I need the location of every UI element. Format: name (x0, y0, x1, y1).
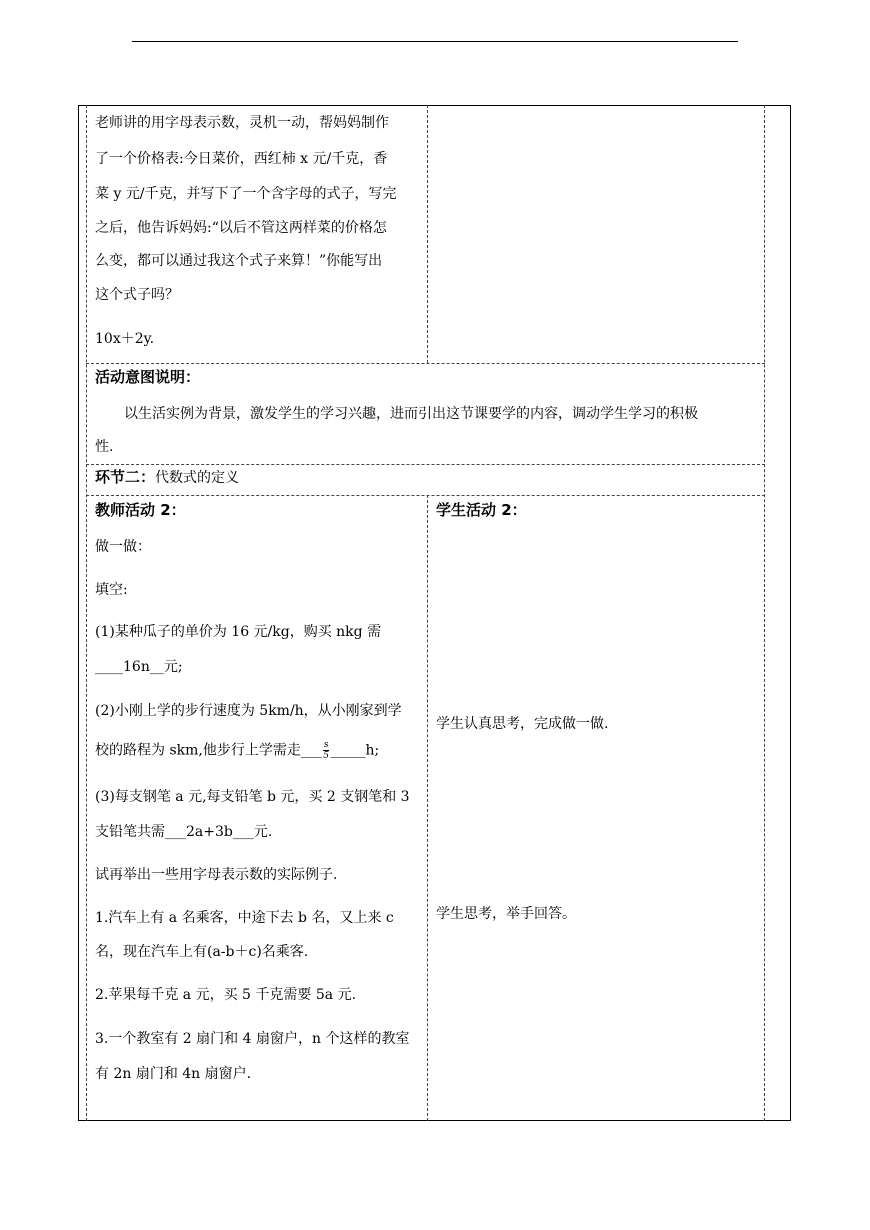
stage2-header (95, 467, 239, 488)
intro-line: 老师讲的用字母表示数，灵机一动，帮妈妈制作 (95, 115, 389, 131)
row-divider-stage2 (86, 464, 765, 465)
column-divider-bottom (427, 495, 428, 1121)
question-2-line (95, 740, 379, 761)
example-1-line: 1.汽车上有 a 名乘客，中途下去 b 名，又上来 c (95, 910, 394, 926)
teacher-fill: 填空: (95, 582, 128, 598)
example-2: 2.苹果每千克 a 元，买 5 千克需要 5a 元. (95, 987, 357, 1003)
row-divider-activities (86, 495, 765, 496)
fraction-numerator: s (323, 740, 329, 750)
example-3-line: 3.一个教室有 2 扇门和 4 扇窗户，n 个这样的教室 (95, 1031, 410, 1047)
fraction-s-over-5 (323, 740, 330, 761)
student-response-1: 学生认真思考，完成做一做. (436, 716, 609, 732)
student-response-2: 学生思考，举手回答。 (436, 906, 576, 922)
intro-line: 么变，都可以通过我这个式子来算！”你能写出 (95, 253, 383, 269)
row-divider-intent (86, 363, 765, 364)
intro-line: 这个式子吗？ (95, 287, 179, 303)
intent-body-line: 以生活实例为背景，激发学生的学习兴趣，进而引出这节课要学的内容，调动学生学习的积极 (124, 406, 698, 422)
intro-answer: 10x＋2y. (95, 331, 155, 347)
intro-line: 菜 y 元/千克，并写下了一个含字母的式子，写完 (95, 186, 397, 202)
column-divider-top (427, 105, 428, 363)
stage2-heading: 环节二： (95, 468, 156, 486)
example-3-line: 有 2n 扇门和 4n 扇窗户. (95, 1066, 252, 1082)
teacher-heading: 教师活动 2： (95, 501, 186, 519)
question-3-line: 支铅笔共需___2a+3b___元. (95, 824, 273, 840)
intent-heading: 活动意图说明： (95, 368, 201, 386)
fraction-denominator: 5 (323, 751, 330, 761)
stage2-title: 代数式的定义 (155, 470, 240, 486)
header-rule (132, 41, 738, 42)
question-2-text: 校的路程为 skm,他步行上学需走___ (95, 742, 322, 759)
intro-line: 之后，他告诉妈妈:“以后不管这两样菜的价格怎 (95, 220, 387, 236)
teacher-try: 试再举出一些用字母表示数的实际例子. (95, 867, 338, 883)
intent-body-line: 性. (95, 439, 114, 455)
student-heading: 学生活动 2： (436, 501, 527, 519)
intro-line: 了一个价格表:今日菜价，西红柿 x 元/千克，香 (95, 151, 388, 167)
question-1-line: (1)某种瓜子的单价为 16 元/kg，购买 nkg 需 (95, 624, 382, 640)
teacher-do: 做一做： (95, 539, 151, 555)
question-1-line: ____16n__元; (95, 659, 183, 675)
question-2-line: (2)小刚上学的步行速度为 5km/h，从小刚家到学 (95, 703, 402, 719)
example-1-line: 名，现在汽车上有(a-b＋c)名乘客. (95, 944, 309, 960)
question-3-line: (3)每支钢笔 a 元,每支铅笔 b 元，买 2 支钢笔和 3 (95, 789, 410, 805)
question-2-text: _____h; (330, 742, 380, 759)
